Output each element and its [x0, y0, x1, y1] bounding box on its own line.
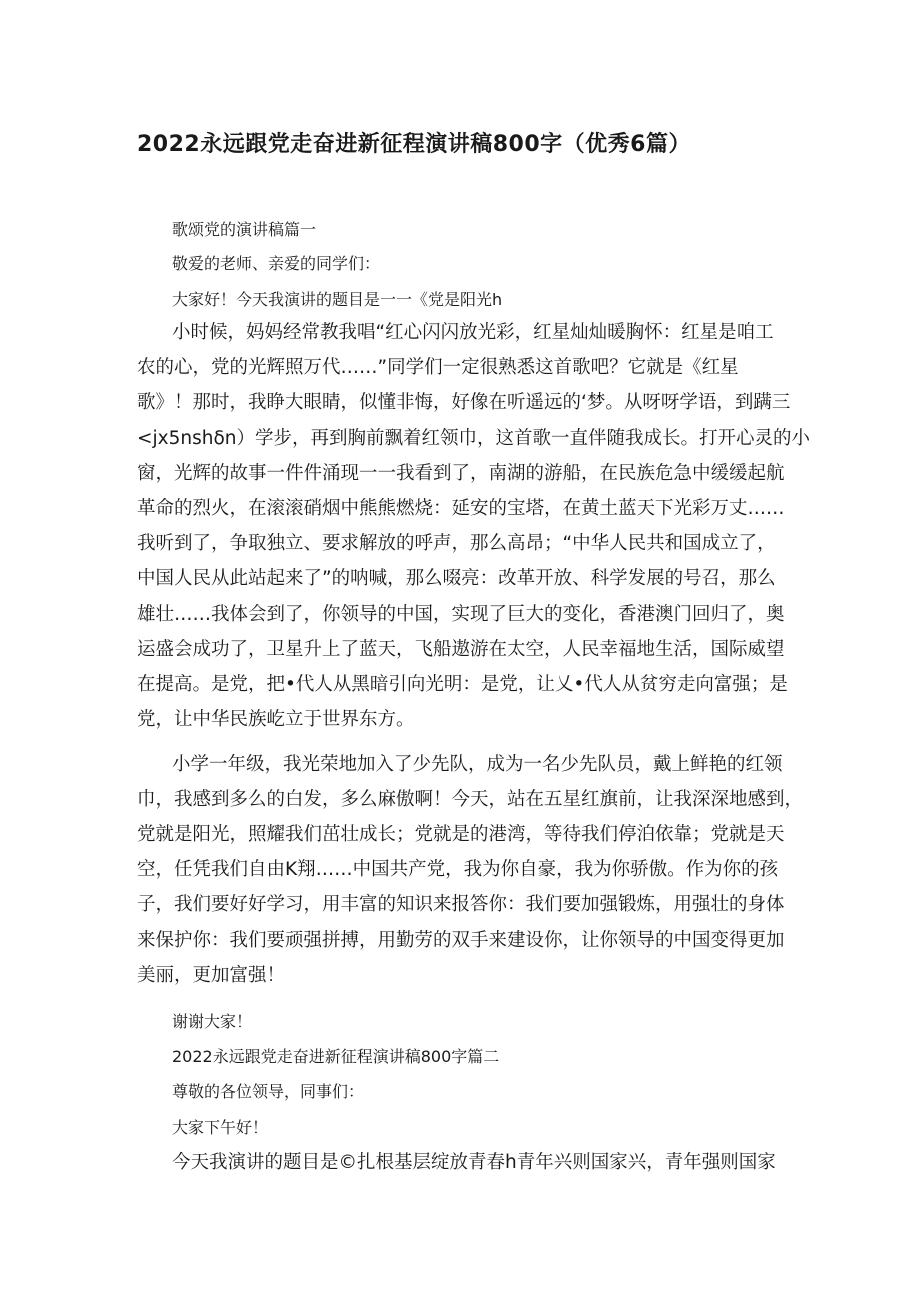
body-line: 小学一年级，我光荣地加入了少先队，成为一名少先队员，戴上鲜艳的红领: [172, 754, 783, 775]
document-title: 2022永远跟党走奋进新征程演讲稿800字（优秀6篇）: [137, 132, 691, 157]
body-line: 党，让中华民族屹立于世界东方。: [137, 709, 415, 730]
body-line: 我听到了，争取独立、要求解放的呼声，那么高昂；“中华人民共和国成立了，: [137, 533, 776, 554]
body-line: 革命的烈火，在滚滚硝烟中熊熊燃烧：延安的宝塔，在黄土蓝天下光彩万丈……: [137, 498, 785, 519]
body-line: 运盛会成功了，卫星升上了蓝天，飞船遨游在太空，人民幸福地生活，国际威望: [137, 639, 785, 660]
body-line: <jx5nshδn）学步，再到胸前飘着红领巾，这首歌一直伴随我成长。打开心灵的小: [137, 428, 810, 449]
body-line: 子，我们要好好学习，用丰富的知识来报答你：我们要加强锻炼，用强壮的身体: [137, 894, 785, 915]
section-heading-2: 2022永远跟党走奋进新征程演讲稿800字篇二: [172, 1047, 500, 1066]
body-line: 小时候，妈妈经常教我唱“红心闪闪放光彩，红星灿灿暖胸怀：红星是咱工: [172, 322, 774, 343]
greeting-2: 大家下午好！: [172, 1118, 269, 1137]
body-line: 美丽，更加富强！: [137, 965, 286, 986]
body-line: 歌》！那时，我睁大眼睛，似懂非悔，好像在听遥远的‘梦。从呀呀学语，到蹒三: [137, 392, 791, 413]
body-line: 党就是阳光，照耀我们茁壮成长；党就是的港湾，等待我们停泊依靠；党就是天: [137, 824, 785, 845]
body-line: 农的心，党的光辉照万代……”同学们一定很熟悉这首歌吧？它就是《红星: [137, 357, 739, 378]
body-line: 今天我演讲的题目是©扎根基层绽放青春h青年兴则国家兴，青年强则国家: [172, 1152, 776, 1173]
body-line: 雄壮……我体会到了，你领导的中国，实现了巨大的变化，香港澳门回归了，奥: [137, 604, 785, 625]
salutation: 敬爱的老师、亲爱的同学们：: [172, 254, 381, 273]
body-line: 巾，我感到多么的白发，多么麻傲啊！今天，站在五星红旗前，让我深深地感到，: [137, 789, 804, 810]
body-line: 空，任凭我们自由K翔……中国共产党，我为你自豪，我为你骄傲。作为你的孩: [137, 859, 779, 880]
body-line: 在提高。是党，把•代人从黑暗引向光明：是党，让乂•代人从贫穷走向富强；是: [137, 674, 788, 695]
body-line: 窗，光辉的故事一件件涌现一一我看到了，南湖的游船，在民族危急中缓缓起航: [137, 463, 785, 484]
salutation-2: 尊敬的各位领导，同事们：: [172, 1082, 365, 1101]
section-heading-1: 歌颂党的演讲稿篇一: [172, 220, 317, 239]
greeting: 大家好！今天我演讲的题目是一一《党是阳光h: [172, 290, 503, 309]
body-line: 中国人民从此站起来了”的呐喊，那么啜亮：改革开放、科学发展的号召，那么: [137, 568, 776, 589]
body-line: 来保护你：我们要顽强拼搏，用勤劳的双手来建设你，让你领导的中国变得更加: [137, 930, 785, 951]
closing-thanks: 谢谢大家！: [172, 1012, 253, 1031]
